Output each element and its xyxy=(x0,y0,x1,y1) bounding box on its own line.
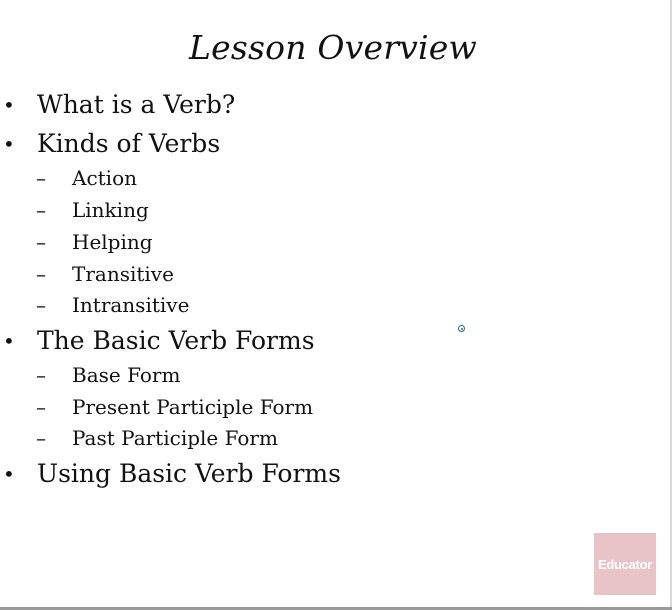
dash-icon: – xyxy=(36,395,46,419)
bullet-text: Using Basic Verb Forms xyxy=(37,459,341,488)
sub-item-helping xyxy=(36,230,153,254)
sub-item-text: Present Participle Form xyxy=(72,395,314,419)
bullet-item-what-is-a-verb xyxy=(3,90,236,119)
bullet-icon: • xyxy=(3,329,15,353)
bullet-item-using-basic-verb-forms xyxy=(3,459,341,488)
bullet-icon: • xyxy=(3,132,15,156)
sub-item-present-participle-form xyxy=(36,395,314,419)
bullet-text: What is a Verb? xyxy=(37,90,236,119)
dash-icon: – xyxy=(36,426,46,450)
dash-icon: – xyxy=(36,230,46,254)
dash-icon: – xyxy=(36,198,46,222)
sub-item-text: Base Form xyxy=(72,363,181,387)
sub-item-text: Intransitive xyxy=(72,293,190,317)
bullet-icon: • xyxy=(3,462,15,486)
dash-icon: – xyxy=(36,363,46,387)
sub-item-intransitive xyxy=(36,293,190,317)
sub-item-transitive xyxy=(36,262,174,286)
sub-item-linking xyxy=(36,198,149,222)
sub-item-text: Past Participle Form xyxy=(72,426,278,450)
sub-item-past-participle-form xyxy=(36,426,278,450)
sub-item-action xyxy=(36,166,137,190)
sub-item-text: Action xyxy=(72,166,137,190)
bullet-item-basic-verb-forms xyxy=(3,326,315,355)
bullet-text: The Basic Verb Forms xyxy=(37,326,315,355)
dash-icon: – xyxy=(36,293,46,317)
sub-item-base-form xyxy=(36,363,181,387)
educator-watermark-logo[interactable]: Educator xyxy=(594,533,656,595)
bullet-icon: • xyxy=(3,93,15,117)
slide-title: Lesson Overview xyxy=(189,28,477,67)
sub-item-text: Helping xyxy=(72,230,153,254)
dash-icon: – xyxy=(36,166,46,190)
bullet-text: Kinds of Verbs xyxy=(37,129,221,158)
dash-icon: – xyxy=(36,262,46,286)
sub-item-text: Transitive xyxy=(72,262,174,286)
bullet-item-kinds-of-verbs xyxy=(3,129,221,158)
sub-item-text: Linking xyxy=(72,198,149,222)
mouse-cursor-icon xyxy=(458,325,465,332)
